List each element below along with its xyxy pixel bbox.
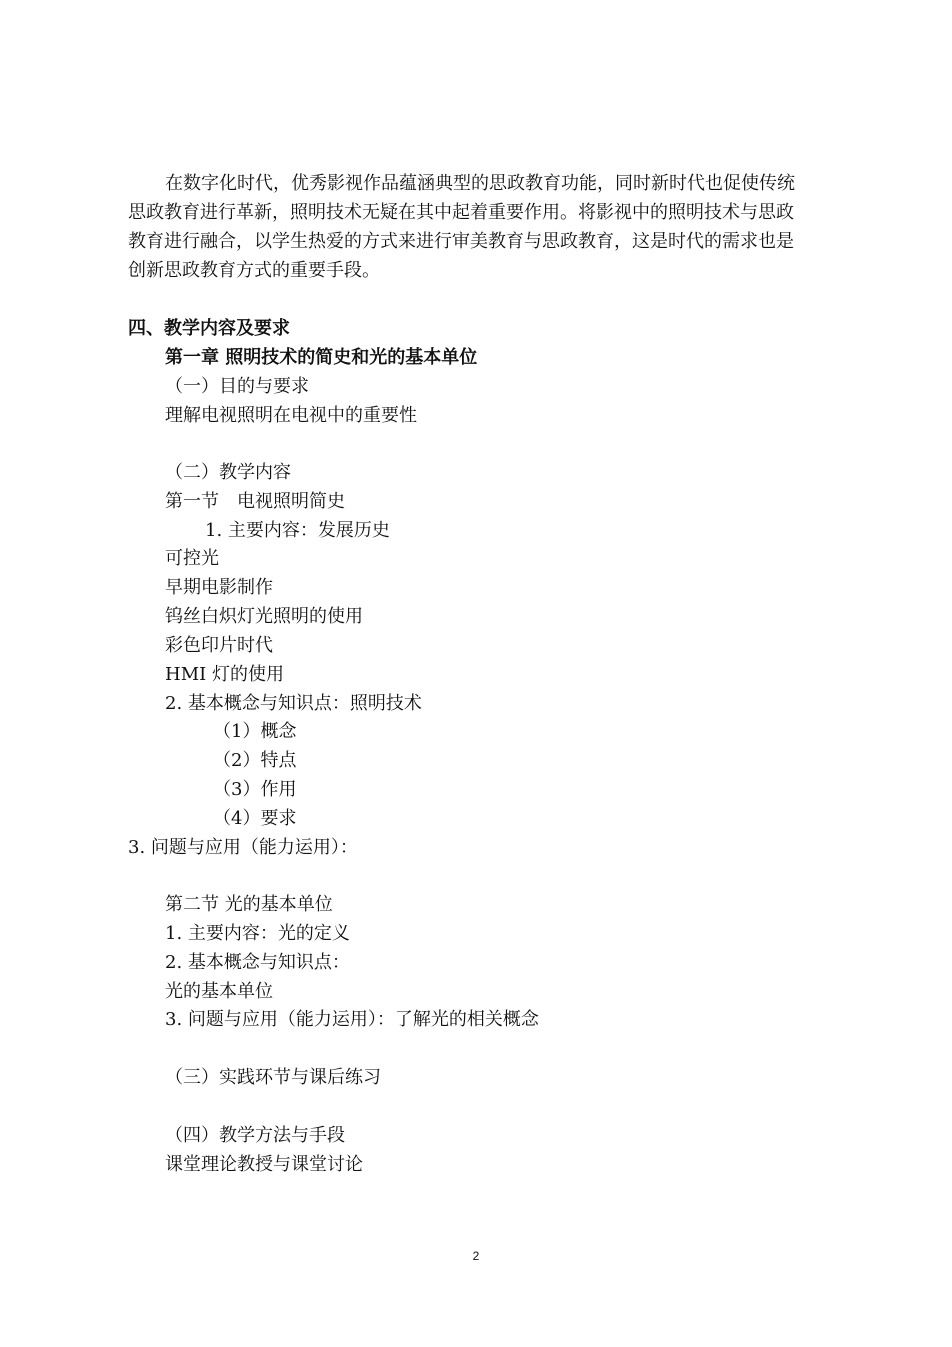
sub-list-item: （1）概念 [213,721,297,742]
paragraph-line-2: 思政教育进行革新，照明技术无疑在其中起着重要作用。将影视中的照明技术与思政 [128,202,794,223]
page-number: 2 [472,1249,480,1263]
paragraph-line-4: 创新思政教育方式的重要手段。 [128,260,380,281]
section1-title: 第一节 电视照明简史 [165,491,345,512]
list-item: HMI 灯的使用 [165,664,284,685]
objectives-heading: （一）目的与要求 [165,376,309,397]
sub-list-item: （2）特点 [213,750,297,771]
chapter-heading: 第一章 照明技术的简史和光的基本单位 [165,347,478,368]
section2-concept-item: 光的基本单位 [165,981,273,1002]
objectives-text: 理解电视照明在电视中的重要性 [165,405,417,426]
content-heading: （二）教学内容 [165,462,291,483]
section1-main-content: 1. 主要内容：发展历史 [205,520,390,541]
sub-list-item: （4）要求 [213,808,297,829]
section2-main-content: 1. 主要内容：光的定义 [165,923,350,944]
section2-application: 3. 问题与应用（能力运用）：了解光的相关概念 [165,1009,539,1030]
section2-concepts: 2. 基本概念与知识点： [165,952,350,973]
section1-concepts: 2. 基本概念与知识点：照明技术 [165,693,422,714]
methods-text: 课堂理论教授与课堂讨论 [165,1154,363,1175]
list-item: 早期电影制作 [165,577,273,598]
methods-heading: （四）教学方法与手段 [165,1125,345,1146]
list-item: 钨丝白炽灯光照明的使用 [165,606,363,627]
section1-application: 3. 问题与应用（能力运用）： [128,837,358,858]
practice-heading: （三）实践环节与课后练习 [165,1067,381,1088]
list-item: 彩色印片时代 [165,635,273,656]
section2-title: 第二节 光的基本单位 [165,894,333,915]
list-item: 可控光 [165,548,219,569]
section-heading: 四、教学内容及要求 [128,318,290,339]
sub-list-item: （3）作用 [213,779,297,800]
paragraph-line-3: 教育进行融合，以学生热爱的方式来进行审美教育与思政教育，这是时代的需求也是 [128,231,794,252]
paragraph-line-1: 在数字化时代，优秀影视作品蕴涵典型的思政教育功能，同时新时代也促使传统 [165,173,795,194]
